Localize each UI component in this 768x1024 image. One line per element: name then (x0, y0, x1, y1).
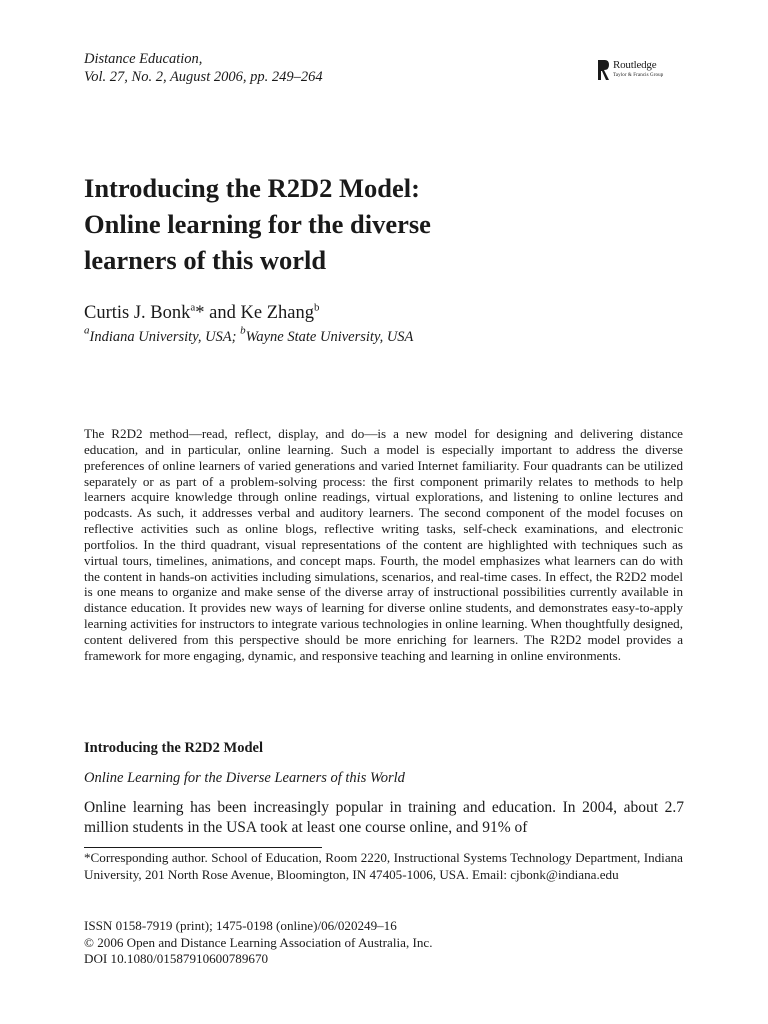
journal-issue: Vol. 27, No. 2, August 2006, pp. 249–264 (84, 69, 323, 85)
body-paragraph: Online learning has been increasingly popular in training and education. In 2004, about 2.7 million students in the USA took at least one course online, and 91% of (84, 799, 684, 836)
affiliations (84, 324, 414, 347)
footnote-divider (84, 847, 322, 848)
publisher-name: Routledge (613, 59, 657, 71)
title-line: Online learning for the diverse (84, 209, 431, 239)
title-line: learners of this world (84, 245, 327, 275)
corresponding-marker: * (195, 303, 205, 323)
section-heading: Introducing the R2D2 Model (84, 740, 263, 756)
author-name: Curtis J. Bonk (84, 303, 191, 323)
author-list (84, 301, 319, 325)
section-subheading: Online Learning for the Diverse Learners of this World (84, 770, 405, 786)
author-name: Ke Zhang (240, 303, 314, 323)
publication-meta (84, 918, 432, 968)
publisher-group: Taylor & Francis Group (613, 73, 664, 78)
title-line: Introducing the R2D2 Model: (84, 173, 420, 203)
article-title (84, 170, 684, 278)
publisher-logo (598, 60, 663, 80)
routledge-r-icon (598, 60, 610, 80)
abstract: The R2D2 method—read, reflect, display, and do—is a new model for designing and delivering distance education, and in particular, online learning. Such a model is especially important to address the diverse preferences of online learners of varied generations and varied Internet familiarity. Four quadrants can be utilized separately or as part of a problem-solving process: the first component primarily relates to methods to help learners acquire knowledge through online readings, virtual explorations, and listening to online lectures and podcasts. As such, it addresses verbal and auditory learners. The second component of the model focuses on reflective activities such as online blogs, reflective writing tasks, self-check examinations, and electronic portfolios. In the third quadrant, visual representations of the content are highlighted with techniques such as virtual tours, timelines, animations, and concept maps. Fourth, the model emphasizes what learners can do with the content in hands-on activities including simulations, scenarios, and real-time cases. In effect, the R2D2 model is one means to organize and make sense of the diverse array of instructional possibilities currently available in distance education. It provides new ways of learning for diverse online students, and demonstrates easy-to-apply learning activities for instructors to integrate various technologies in online learning. When thoughtfully designed, content delivered from this perspective should be more enriching for learners. The R2D2 model provides a framework for more engaging, dynamic, and responsive teaching and learning in online environments. (84, 426, 683, 663)
corresponding-author-footnote: *Corresponding author. School of Education, Room 2220, Instructional Systems Technology Department, Indiana University, 201 North Rose Avenue, Bloomington, IN 47405-1006, USA. Email: cjbonk@indiana.edu (84, 850, 683, 882)
affiliation: Wayne State University, USA (245, 329, 414, 345)
affiliation-marker: b (240, 324, 246, 337)
author-conjunction: and (204, 303, 241, 323)
affiliation-marker: a (84, 324, 90, 337)
affiliation-marker: b (313, 301, 320, 314)
affiliation-marker: a (190, 301, 196, 314)
journal-citation (84, 50, 323, 86)
affiliation: Indiana University, USA; (89, 329, 241, 345)
doi: DOI 10.1080/01587910600789670 (84, 951, 269, 966)
issn: ISSN 0158-7919 (print); 1475-0198 (online)/06/020249–16 (84, 918, 397, 933)
journal-name: Distance Education, (84, 51, 203, 67)
copyright: © 2006 Open and Distance Learning Association of Australia, Inc. (84, 934, 433, 950)
